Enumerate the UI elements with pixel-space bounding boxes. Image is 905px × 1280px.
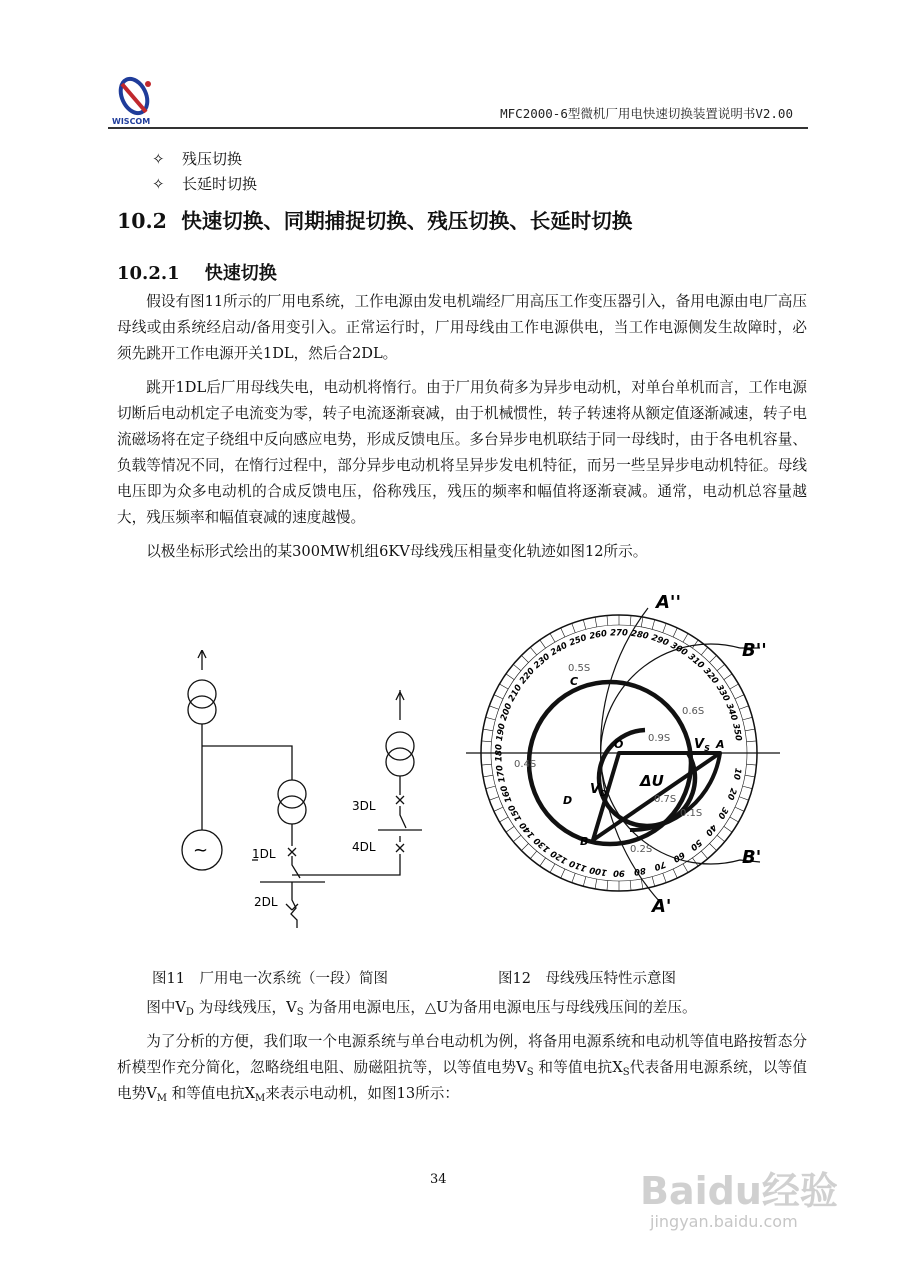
figure-12-caption: 图12 母线残压特性示意图	[498, 971, 676, 987]
angle-tick-label: 260	[588, 628, 608, 642]
time-label: 0.4S	[514, 759, 537, 770]
angle-tick	[572, 623, 575, 632]
angle-tick-label: 190	[494, 722, 508, 742]
angle-tick	[701, 647, 707, 655]
angle-tick	[724, 826, 732, 832]
four-point-star-icon: ✧	[152, 150, 165, 168]
angle-tick	[739, 797, 748, 800]
bullet-label: 长延时切换	[182, 175, 258, 193]
point-label: A	[716, 738, 725, 751]
angle-tick	[641, 617, 643, 627]
angle-tick	[506, 674, 514, 680]
angle-tick-label: 350	[730, 722, 744, 742]
angle-tick	[745, 775, 755, 777]
angle-tick	[482, 764, 492, 765]
angle-tick-label: 10	[730, 767, 743, 781]
bullet-item	[152, 148, 242, 169]
angle-tick	[724, 674, 732, 680]
angle-tick	[743, 717, 753, 720]
angle-tick	[730, 817, 739, 822]
angle-tick-label: 200	[498, 702, 515, 723]
angle-tick-label: 20	[724, 786, 739, 802]
figure-12-residual-voltage-diagram	[460, 590, 805, 920]
angle-tick	[595, 879, 597, 889]
angle-tick	[663, 623, 666, 632]
angle-tick	[607, 616, 608, 626]
angle-tick	[550, 633, 555, 642]
angle-tick	[561, 628, 565, 637]
angle-tick-label: 50	[688, 836, 704, 853]
angle-tick	[486, 786, 496, 789]
angle-tick-label: 330	[713, 683, 732, 704]
angle-tick	[739, 706, 748, 709]
paragraph: 图中$V_D$ 为母线残压，$V_S$ 为备用电源电压，△U为备用电源电压与母线残压间的差压。	[146, 999, 697, 1018]
angle-tick	[630, 616, 631, 626]
header-divider	[108, 127, 808, 129]
angle-tick	[595, 617, 597, 627]
angle-tick	[683, 633, 688, 642]
paragraph: 假设有图11所示的厂用电系统，工作电源由发电机端经厂用高压工作变压器引入，备用电源由电厂高压母线或由系统经启动/备用变引入。正常运行时，厂用母线由工作电源供电，当工作电源侧发生故障时，必须先跳开工作电源开关1DL，然后合2DL。	[117, 293, 807, 362]
point-label: A''	[656, 592, 681, 613]
angle-tick-label: 70	[652, 858, 668, 873]
angle-tick	[673, 628, 677, 637]
four-point-star-icon: ✧	[152, 175, 165, 193]
angle-tick	[717, 835, 725, 841]
breaker-label: 3DL	[352, 799, 376, 813]
point-label: D	[563, 794, 573, 807]
paragraph: 为了分析的方便，我们取一个电源系统与单台电动机为例，将备用电源系统和电动机等值电路按暂态分析模型作充分简化，忽略绕组电阻、励磁阻抗等，以等值电势$V_S$ 和等值电抗$X_S$代表备用电源系统，以等值电势$V_M$ 和等值电抗$X_M$来表示电动机，如图13所示：	[117, 1033, 807, 1104]
angle-tick-label: 170	[494, 764, 508, 784]
paragraph: 跳开1DL后厂用母线失电，电动机将惰行。由于厂用负荷多为异步电动机，对单台单机而言，工作电源切断后电动机定子电流变为零，转子电流逐渐衰减，由于机械惯性，转子转速将从额定值逐渐减速，转子电流磁场将在定子绕组中反向感应电势，形成反馈电压。多台异步电机联结于同一母线时，由于各电机容量、负载等情况不同，在惰行过程中，部分异步电动机将呈异步发电机特征，而另一些呈异步电动机特征。母线电压即为众多电动机的合成反馈电压，俗称残压，残压的频率和幅值将逐渐衰减。通常，电动机总容量越大，残压频率和幅值衰减的速度越慢。	[117, 379, 807, 526]
angle-tick	[710, 844, 717, 851]
angle-tick-label: 160	[498, 783, 515, 804]
breaker-label: 2DL	[254, 895, 278, 909]
time-label: 0.5S	[568, 663, 591, 674]
point-label: C	[570, 675, 579, 688]
bullet-item	[152, 173, 257, 194]
point-label: O	[614, 738, 624, 751]
angle-tick	[530, 647, 536, 655]
page-number: 34	[430, 1172, 447, 1187]
vector-vd-label: $V_D$	[590, 782, 607, 798]
angle-tick	[572, 873, 575, 882]
breaker-label: 4DL	[352, 840, 376, 854]
angle-tick-label: 40	[702, 822, 719, 838]
time-label: 0.2S	[630, 844, 653, 855]
angle-tick	[747, 741, 757, 742]
angle-tick-label: 340	[723, 702, 740, 723]
angle-tick	[730, 684, 739, 689]
angle-tick	[717, 664, 725, 670]
angle-tick	[583, 620, 586, 630]
generator-symbol: ~	[193, 840, 209, 861]
angle-tick	[483, 729, 493, 731]
angle-tick-label: 250	[568, 632, 589, 649]
angle-tick	[745, 729, 755, 731]
angle-tick	[583, 877, 586, 887]
angle-tick-label: 280	[630, 628, 650, 642]
angle-tick-label: 180	[494, 744, 505, 762]
angle-tick	[486, 717, 496, 720]
time-label: 0.7S	[654, 794, 677, 805]
vector-du-label: ΔU	[640, 772, 664, 790]
angle-tick	[630, 881, 631, 891]
angle-tick-label: 220	[517, 666, 537, 687]
body-text	[117, 289, 807, 573]
breaker-label: 1DL	[252, 847, 276, 861]
angle-tick	[540, 858, 546, 866]
angle-tick-label: 140	[517, 819, 537, 840]
angle-tick	[735, 695, 744, 699]
angle-tick	[652, 620, 655, 630]
point-label: B''	[742, 640, 767, 661]
watermark-url: jingyan.baidu.com	[650, 1212, 798, 1231]
angle-tick	[499, 817, 508, 822]
angle-tick	[710, 655, 717, 662]
figure-11-caption: 图11 厂用电一次系统（一段）简图	[152, 971, 388, 987]
angle-tick-label: 90	[613, 867, 625, 878]
angle-tick-label: 110	[568, 857, 589, 874]
angle-tick	[747, 764, 757, 765]
angle-tick	[735, 807, 744, 811]
angle-tick-label: 30	[715, 805, 730, 821]
vector-vs-label: $V_S$	[694, 737, 710, 753]
angle-tick	[540, 640, 546, 648]
angle-tick-label: 290	[649, 632, 670, 649]
angle-tick	[652, 877, 655, 887]
subsection-heading: 10.2.1 快速切换	[117, 263, 277, 284]
angle-tick	[521, 844, 528, 851]
paragraph: 以极坐标形式绘出的某300MW机组6KV母线残压相量变化轨迹如图12所示。	[146, 543, 648, 560]
point-label: A'	[652, 896, 672, 917]
time-label: 0.9S	[648, 733, 671, 744]
angle-tick	[550, 864, 555, 873]
angle-tick-label: 240	[549, 640, 570, 659]
angle-tick	[499, 684, 508, 689]
angle-tick	[701, 851, 707, 859]
document-title: MFC2000-6型微机厂用电快速切换装置说明书V2.00	[500, 106, 793, 121]
time-label: 0.6S	[682, 706, 705, 717]
angle-tick-label: 60	[671, 849, 687, 864]
angle-tick	[489, 797, 498, 800]
angle-tick	[521, 655, 528, 662]
time-label: 0.1S	[680, 808, 703, 819]
angle-tick	[513, 835, 521, 841]
angle-tick	[482, 741, 492, 742]
angle-tick	[530, 851, 536, 859]
angle-tick	[513, 664, 521, 670]
angle-tick	[494, 695, 503, 699]
point-label: B'	[742, 847, 762, 868]
angle-tick-label: 230	[532, 651, 553, 671]
angle-tick-label: 320	[701, 666, 721, 687]
angle-tick	[483, 775, 493, 777]
angle-tick	[561, 869, 565, 878]
angle-tick-label: 300	[668, 640, 689, 659]
angle-tick-label: 100	[588, 864, 608, 878]
angle-tick	[489, 706, 498, 709]
angle-tick-label: 80	[633, 864, 647, 877]
angle-tick	[607, 881, 608, 891]
angle-tick-label: 210	[506, 683, 525, 704]
angle-tick	[743, 786, 753, 789]
angle-tick	[663, 873, 666, 882]
angle-tick-label: 150	[506, 802, 525, 823]
figure-11-circuit-diagram	[160, 650, 440, 930]
angle-tick	[692, 858, 698, 866]
angle-tick-label: 270	[610, 628, 628, 639]
logo-text: WISCOM	[112, 117, 151, 126]
angle-tick	[683, 864, 688, 873]
angle-tick	[494, 807, 503, 811]
angle-tick	[506, 826, 514, 832]
angle-tick-label: 130	[532, 835, 553, 855]
angle-tick-label: 120	[549, 847, 570, 866]
angle-tick	[673, 869, 677, 878]
baidu-jingyan-watermark: Baidu经验	[640, 1169, 838, 1213]
angle-tick	[692, 640, 698, 648]
point-label: B	[580, 835, 589, 848]
section-heading: 10.2 快速切换、同期捕捉切换、残压切换、长延时切换	[117, 209, 633, 233]
bullet-label: 残压切换	[182, 150, 243, 168]
angle-tick-label: 310	[685, 651, 706, 671]
